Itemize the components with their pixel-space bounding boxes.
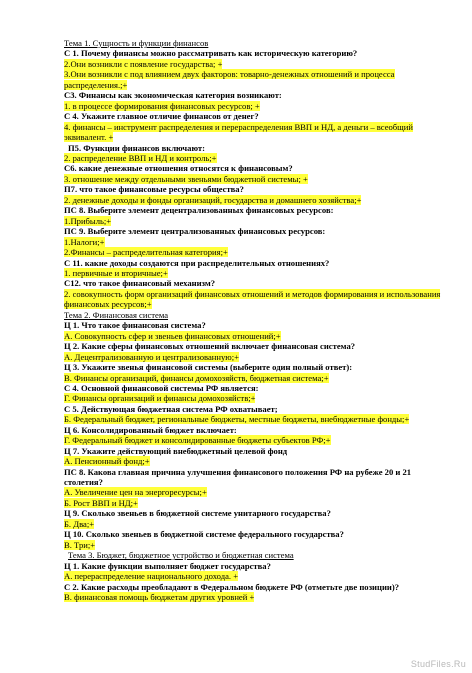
doc-line: 3.Они возникли с под влиянием двух факторов: товарно-денежных отношений и процесса распределения.;+: [64, 69, 395, 90]
doc-line: С 1. Почему финансы можно рассматривать как историческую категорию?: [64, 48, 358, 59]
doc-line: Ц 6. Консолидированный бюджет включает:: [64, 424, 237, 435]
doc-line: С 5. Действующая бюджетная система РФ охватывает;: [64, 403, 278, 414]
doc-line: Ц 3. Укажите звенья финансовой системы (выберите один полный ответ):: [64, 362, 353, 373]
doc-line: Ц 1. Что такое финансовая система?: [64, 320, 206, 331]
doc-line: А. Увеличение цен на энергоресурсы;+: [64, 487, 207, 498]
doc-line: П7. что такое финансовые ресурсы общества?: [64, 184, 244, 195]
doc-line: А. Пенсионный фонд;+: [64, 456, 150, 467]
doc-line: Тема 2. Финансовая система: [64, 309, 169, 320]
doc-line: Ц 10. Сколько звеньев в бюджетной системе федерального государства?: [64, 529, 344, 540]
doc-line: Ц 7. Укажите действующий внебюджетный целевой фонд: [64, 445, 288, 456]
doc-line: С 2. Какие расходы преобладают в Федеральном бюджете РФ (отметьте две позиции)?: [64, 581, 400, 592]
doc-line: ПС 9. Выберите элемент централизованных финансовых ресурсов:: [64, 226, 326, 237]
doc-line: Б. Федеральный бюджет, региональные бюджеты, местные бюджеты, внебюджетные фонды;+: [64, 414, 410, 425]
doc-line: 1.Налоги;+: [64, 236, 105, 247]
doc-line: С3. Финансы как экономическая категория возникают:: [64, 90, 282, 101]
document-page: [64, 38, 442, 602]
doc-line: 2. денежные доходы и фонды организаций, государства и домашнего хозяйства;+: [64, 194, 362, 205]
doc-line: Б. Два;+: [64, 518, 95, 529]
doc-line: 1.Прибыль;+: [64, 215, 112, 226]
doc-line: 1. первичные и вторичные;+: [64, 267, 168, 278]
doc-line: ПС 8. Какова главная причина улучшения финансового положения РФ на рубеже 20 и 21 столетия?: [64, 466, 412, 488]
doc-line: П5. Функции финансов включают:: [68, 142, 205, 153]
doc-line: Тема 3. Бюджет, бюджетное устройство и бюджетная система: [68, 550, 294, 561]
doc-line: С12. что такое финансовый механизм?: [64, 278, 216, 289]
doc-line: Ц 1. Какие функции выполняет бюджет государства?: [64, 560, 271, 571]
doc-line: 2. совокупность форм организаций финансовых отношений и методов формирования и использования финансовых ресурсов;+: [64, 288, 441, 310]
doc-line: Тема 1. Сущность и функции финансов: [64, 38, 209, 48]
doc-line: В. финансовая помощь бюджетам других уровней +: [64, 592, 255, 603]
doc-line: Ц 9. Сколько звеньев в бюджетной системе унитарного государства?: [64, 508, 331, 519]
doc-line: А. Децентрализованную и централизованную;+: [64, 351, 239, 362]
doc-line: Г. Финансы организаций и финансы домохозяйств;+: [64, 393, 256, 404]
doc-line: С 4. Основной финансовой системы РФ является:: [64, 382, 259, 393]
doc-line: А. Совокупность сфер и звеньев финансовых отношений;+: [64, 330, 281, 341]
doc-line: ПС 8. Выберите элемент децентрализованных финансовых ресурсов:: [64, 205, 334, 216]
doc-line: 1. в процессе формирования финансовых ресурсов; +: [64, 100, 260, 111]
doc-line: С6. какие денежные отношения относятся к финансовым?: [64, 163, 293, 174]
doc-line: А. перераспределение национального дохода. +: [64, 571, 239, 582]
doc-line: 2.Они возникли с появление государства; +: [64, 58, 223, 69]
doc-line: В. Три;+: [64, 539, 96, 550]
doc-line: В. Финансы организаций, финансы домохозяйств, бюджетная система;+: [64, 372, 329, 383]
doc-line: С 4. Укажите главное отличие финансов от денег?: [64, 111, 259, 122]
doc-line: Г. Федеральный бюджет и консолидированные бюджеты субъектов РФ;+: [64, 435, 331, 446]
doc-line: 3. отношение между отдельными звеньями бюджетной системы; +: [64, 173, 308, 184]
doc-line: Б. Рост ВВП и НД;+: [64, 497, 138, 508]
doc-line: 4. финансы – инструмент распределения и перераспределения ВВП и НД, а деньги – всеобщий эквивалент. +: [64, 121, 413, 143]
doc-line: 2.Финансы – распределительная категория;+: [64, 247, 228, 258]
watermark: StudFiles.Ru: [410, 659, 466, 669]
doc-line: Ц 2. Какие сферы финансовых отношений включает финансовая система?: [64, 341, 356, 352]
doc-line: 2. распределение ВВП и НД и контроль;+: [64, 152, 217, 163]
doc-line: С 11. какие доходы создаются при распределительных отношениях?: [64, 257, 330, 268]
